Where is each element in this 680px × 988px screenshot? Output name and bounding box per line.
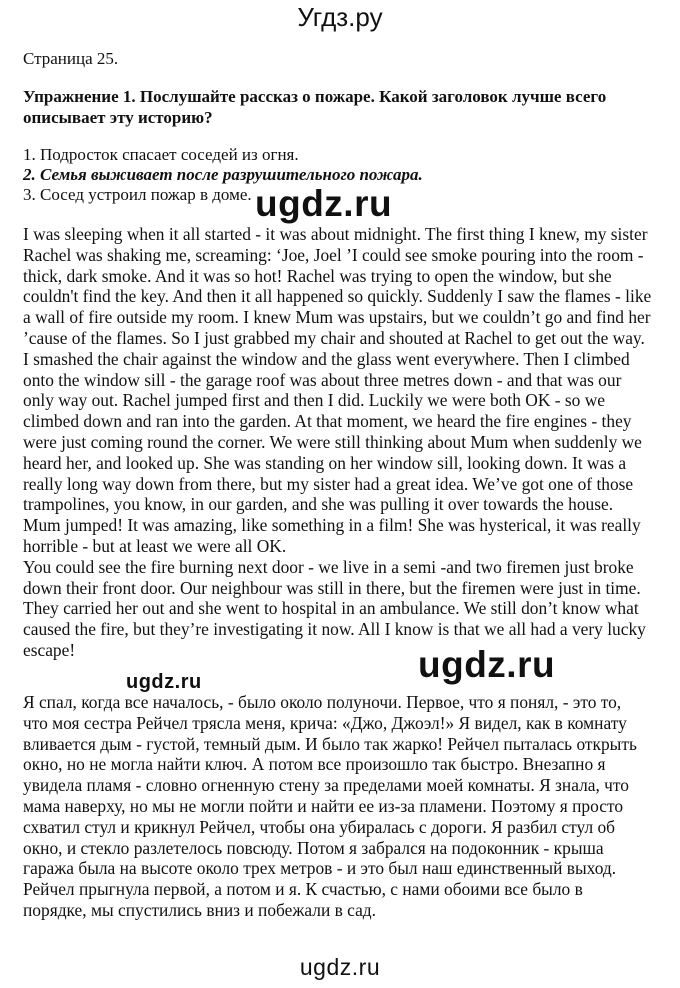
watermark: ugdz.ru — [126, 671, 202, 693]
page-label: Страница 25. — [23, 49, 119, 68]
english-story — [23, 224, 653, 661]
answer-option: 1. Подросток спасает соседей из огня. — [23, 145, 299, 164]
english-paragraph: I was sleeping when it all started - it was about midnight. The first thing I knew, my sister Rachel was shaking me, screaming: ‘Joe, Joel ’I could see smoke pouring into the room - thick, dark smoke. And it was so hot! Rachel was trying to open the window, but she couldn't find the key. And then it all happened so quickly. Suddenly I saw the flames - like a wall of fire outside my room. I knew Mum was upstairs, but we couldn’t go and find her ’cause of the flames. So I just grabbed my chair and shouted at Rachel to get out the way. I smashed the chair against the window and the glass went everywhere. Then I climbed onto the window sill - the garage roof was about three metres down - and that was our only way out. Rachel jumped first and then I did. Luckily we were both OK - so we climbed down and ran into the garden. At that moment, we heard the fire engines - they were just coming round the corner. We were still thinking about Mum when suddenly we heard her, and looked up. She was standing on her window sill, looking down. It was a really long way down from there, but my sister had a great idea. We’ve got one of those trampolines, you know, in our garden, and she was pulling it over towards the house. Mum jumped! It was amazing, like something in a film! She was hysterical, it was really horrible - but at least we were all OK. — [23, 224, 652, 556]
english-paragraph: You could see the fire burning next door - we live in a semi -and two firemen just broke down their front door. Our neighbour was still in there, but the firemen were just in time. They carried her out and she went to hospital in an ambulance. We still don’t know what caused the fire, but they’re investigating it now. All I know is that we all had a very lucky escape! — [23, 556, 646, 660]
russian-translation: Я спал, когда все началось, - было около полуночи. Первое, что я понял, - это то, что моя сестра Рейчел трясла меня, крича: «Джо, Джоэл!» Я видел, как в комнату вливается дым - густой, темный дым. И было так жарко! Рейчел пыталась открыть окно, но не могла найти ключ. А потом все произошло так быстро. Внезапно я увидела пламя - словно огненную стену за пределами моей комнаты. Я знала, что мама наверху, но мы не могли пойти и найти ее из-за пламени. Поэтому я просто схватил стул и крикнул Рейчел, чтобы она убиралась с дороги. Я разбил стул об окно, и стекло разлетелось повсюду. Потом я забрался на подоконник - крыша гаража была на высоте около трех метров - и это был наш единственный выход. Рейчел прыгнула первой, а потом и я. К счастью, с нами обоими все было в порядке, мы спустились вниз и побежали в сад. — [23, 692, 637, 920]
answer-option-correct: 2. Семья выживает после разрушительного пожара. — [23, 165, 423, 184]
footer-watermark: ugdz.ru — [299, 954, 381, 980]
watermark: ugdz.ru — [418, 644, 556, 685]
watermark: ugdz.ru — [255, 183, 393, 224]
answer-option: 3. Сосед устроил пожар в доме. — [23, 185, 252, 204]
site-title: Угдз.ру — [297, 2, 383, 32]
exercise-title: Упражнение 1. Послушайте рассказ о пожаре. Какой заголовок лучше всего описывает эту историю? — [23, 87, 607, 127]
